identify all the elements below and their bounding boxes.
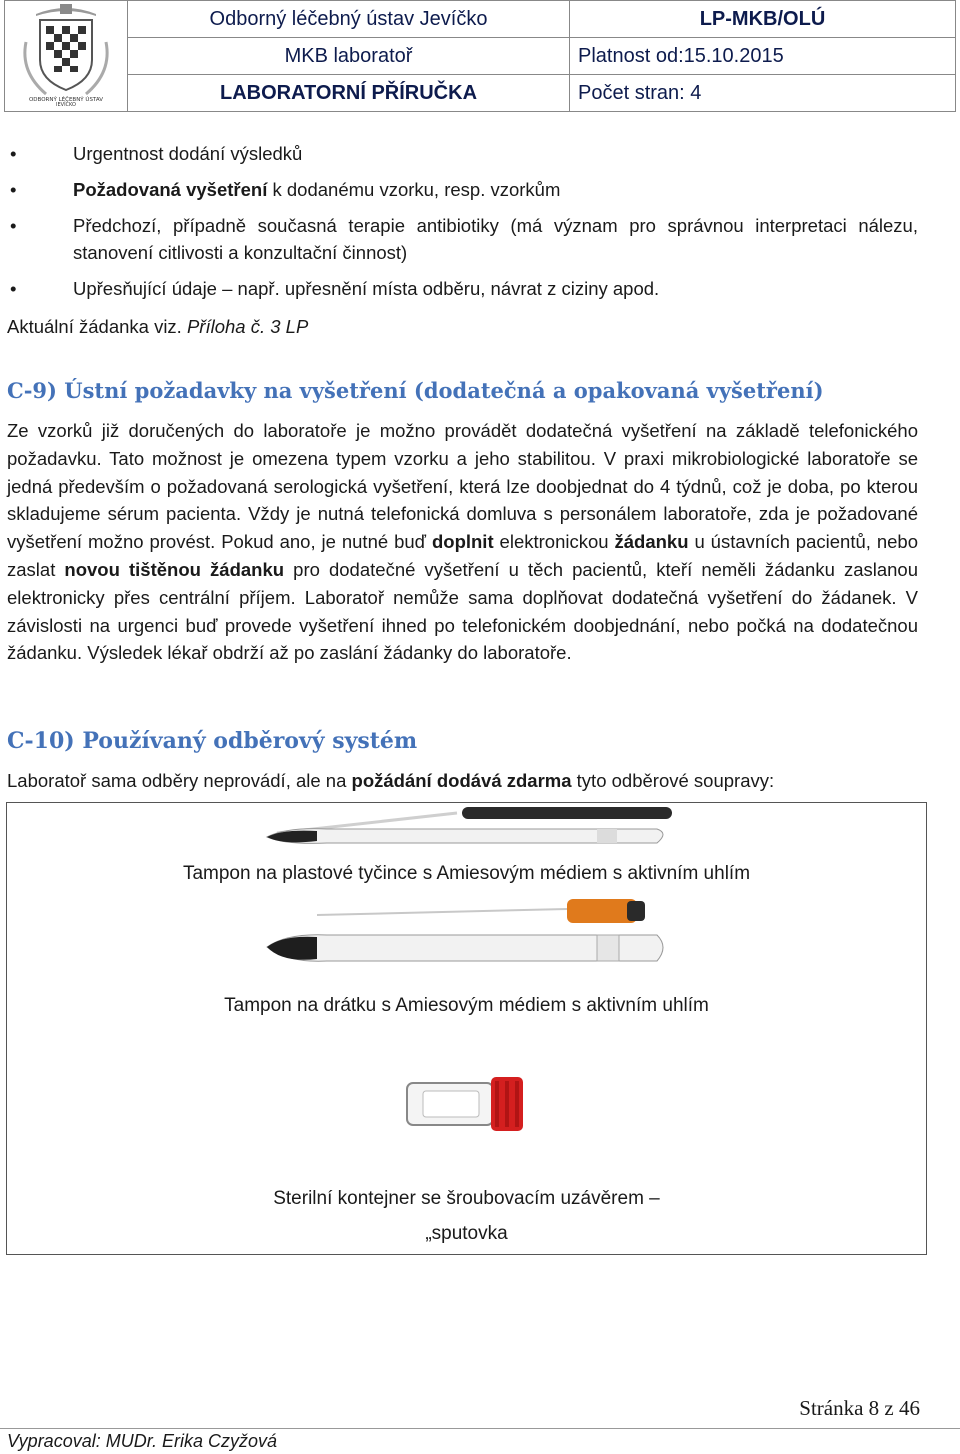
header-lab-name: MKB laboratoř — [128, 38, 570, 75]
kit-caption-container-line2: „sputovka — [425, 1223, 508, 1244]
requirements-list — [0, 140, 960, 311]
header-doc-code: LP-MKB/OLÚ — [570, 1, 956, 38]
reference-link[interactable]: Příloha č. 3 LP — [186, 316, 309, 337]
plastic-swab-image — [257, 803, 677, 853]
svg-text:JEVÍČKO: JEVÍČKO — [56, 101, 76, 106]
kit-caption-container-line1: Sterilní kontejner se šroubovacím uzávěrem – — [273, 1188, 660, 1209]
intro-bold: požádání dodává zdarma — [351, 770, 572, 791]
footer-divider — [0, 1428, 960, 1429]
list-item-bold: Požadovaná vyšetření — [73, 179, 268, 200]
list-item-text: Upřesňující údaje – např. upřesnění místa odběru, návrat z ciziny apod. — [73, 278, 660, 299]
paragraph-text: Ze vzorků již doručených do laboratoře je možno provádět dodatečná vyšetření na základě telefonického požadavku. Tato možnost je omezena typem vzorku a jeho stabilitou. V praxi mikrobiologické laboratoře se jedná především o požadovaná serologická vyšetření, která lze doobjednat do 4 týdnů, což je doba, po kterou skladujeme sérum pacienta. Vždy je nutná telefonická domluva s personálem laboratoře, zda je požadované vyšetření možno provést. Pokud ano, je nutné buď — [7, 420, 918, 553]
svg-text:ODBORNÝ LÉČEBNÝ ÚSTAV: ODBORNÝ LÉČEBNÝ ÚSTAV — [28, 96, 104, 103]
header-institution: Odborný léčebný ústav Jevíčko — [128, 1, 570, 38]
section-c10-intro — [7, 770, 774, 792]
bullet-icon: • — [10, 215, 17, 236]
bullet-icon: • — [10, 179, 17, 200]
list-item-text: Předchozí, případně současná terapie antibiotiky (má význam pro správnou interpretaci nálezu, stanovení citlivosti a konzultační činnost) — [73, 215, 918, 263]
list-item-text: k dodanému vzorku, resp. vzorkům — [267, 179, 561, 200]
list-item — [0, 275, 960, 302]
header-page-count: Počet stran: 4 — [570, 75, 956, 112]
header-manual-title: LABORATORNÍ PŘÍRUČKA — [128, 75, 570, 112]
header-validity: Platnost od:15.10.2015 — [570, 38, 956, 75]
crest-icon — [16, 2, 116, 106]
paragraph-bold: doplnit — [431, 531, 494, 553]
reference-text: Aktuální žádanka viz. — [7, 316, 187, 337]
footer-author: Vypracoval: MUDr. Erika Czyžová — [7, 1431, 278, 1451]
paragraph-text: elektronickou — [493, 531, 615, 553]
document-header — [4, 0, 956, 112]
page-number: Stránka 8 z 46 — [799, 1396, 920, 1420]
paragraph-text: pro dodatečné vyšetření u těch pacientů, kteří neměli žádanku zaslanou elektronicky přes centrální příjem. Laboratoř nemůže sama doplňovat dodatečná vyšetření do žádanek. V závislosti na urgenci buď provede vyšetření ihned po telefonickém doobjednání, nebo počká na dodatečnou žádanku. Výsledek lékař obdrží až po zaslání žádanky do laboratoře. — [7, 558, 919, 664]
paragraph-bold: žádanku — [614, 531, 689, 553]
list-item — [0, 176, 960, 203]
list-item — [0, 212, 960, 266]
collection-kits-box — [6, 802, 927, 1255]
bullet-icon: • — [10, 143, 17, 164]
paragraph-text: u ústavních pacientů, nebo zaslat — [7, 531, 918, 580]
wire-swab-image — [257, 891, 677, 981]
list-item-text: Urgentnost dodání výsledků — [73, 143, 303, 164]
section-heading-c10: C-10) Používaný odběrový systém — [7, 728, 418, 754]
kit-caption-plastic-swab: Tampon na plastové tyčince s Amiesovým médiem s aktivním uhlím — [182, 863, 751, 884]
bullet-icon: • — [10, 278, 17, 299]
institution-logo — [5, 1, 128, 112]
intro-text: Laboratoř sama odběry neprovádí, ale na — [7, 770, 352, 791]
intro-text: tyto odběrové soupravy: — [571, 770, 775, 791]
request-form-reference — [7, 316, 308, 338]
sterile-container-image — [397, 1075, 537, 1135]
section-c9-paragraph — [7, 417, 918, 667]
kit-caption-wire-swab: Tampon na drátku s Amiesovým médiem s aktivním uhlím — [224, 995, 709, 1016]
section-heading-c9: C-9) Ústní požadavky na vyšetření (dodatečná a opakovaná vyšetření) — [7, 378, 824, 403]
paragraph-bold: novou tištěnou žádanku — [64, 558, 285, 580]
list-item — [0, 140, 960, 167]
